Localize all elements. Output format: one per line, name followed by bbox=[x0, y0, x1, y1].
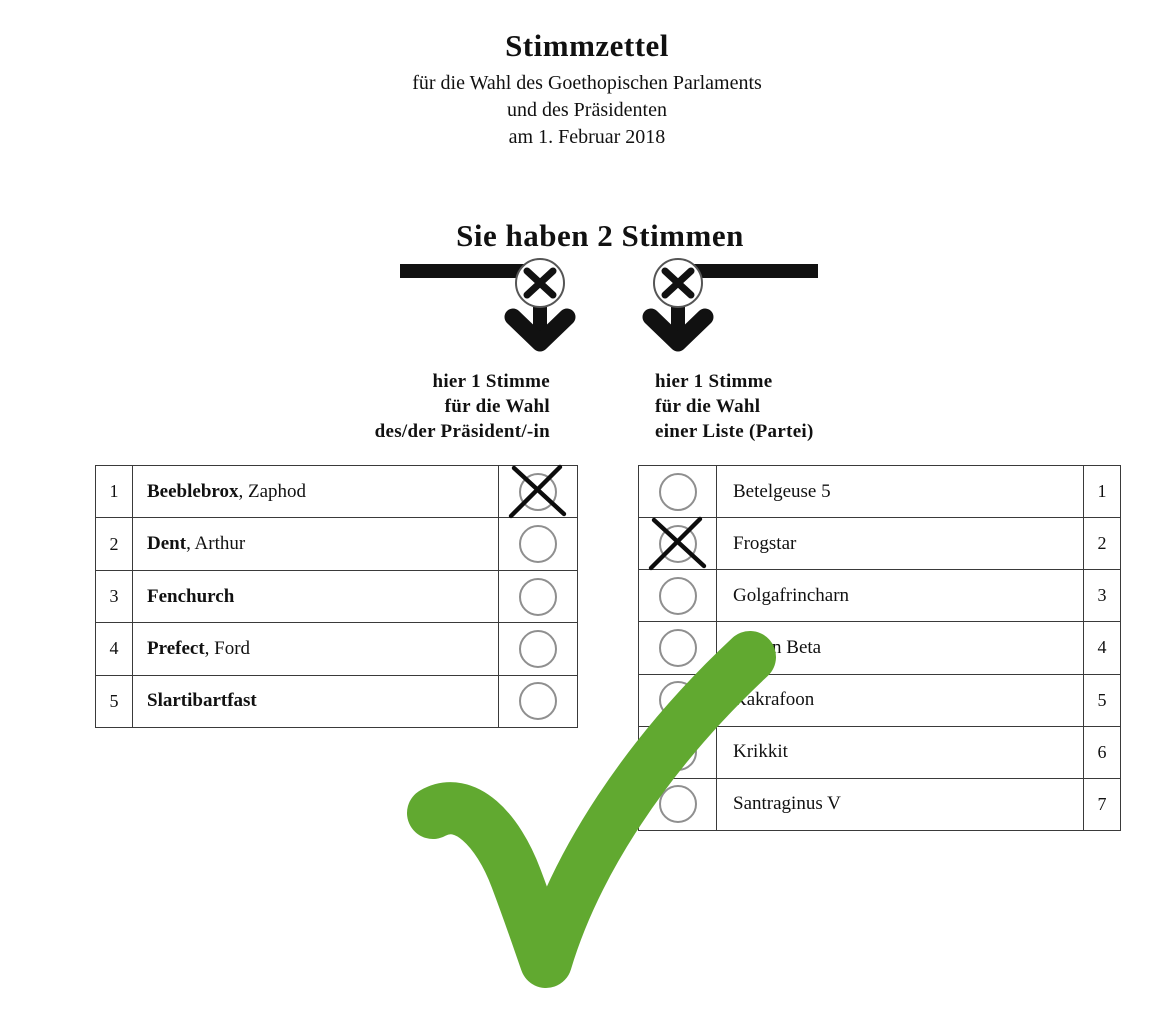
candidate-row bbox=[96, 571, 577, 623]
party-name: Golgafrincharn bbox=[733, 584, 850, 606]
candidate-name: Dent , Arthur bbox=[147, 533, 246, 555]
subtitle-line-3: am 1. Februar 2018 bbox=[508, 126, 666, 148]
party-row bbox=[639, 518, 1120, 570]
candidate-name: Fenchurch bbox=[147, 585, 235, 607]
vote-circle-cell[interactable] bbox=[639, 466, 717, 517]
party-header-line-3: einer Liste (Partei) bbox=[655, 421, 814, 442]
party-column-header bbox=[655, 369, 955, 444]
candidate-row bbox=[96, 518, 577, 570]
vote-circle[interactable] bbox=[519, 682, 557, 720]
instruction-decoration bbox=[392, 251, 832, 363]
candidate-row bbox=[96, 676, 577, 727]
subtitle-line-2: und des Präsidenten bbox=[507, 99, 667, 121]
party-number: 3 bbox=[1083, 570, 1120, 621]
party-name: Jaglan Beta bbox=[733, 636, 822, 658]
vote-circle-cell[interactable] bbox=[639, 622, 717, 673]
vote-circle-cell[interactable] bbox=[498, 571, 577, 622]
party-name: Santraginus V bbox=[733, 793, 841, 815]
vote-circle[interactable] bbox=[659, 681, 697, 719]
candidate-number: 5 bbox=[96, 676, 133, 727]
vote-circle-cell[interactable] bbox=[639, 779, 717, 830]
vote-circle-cell[interactable] bbox=[498, 518, 577, 569]
party-row bbox=[639, 570, 1120, 622]
party-number: 7 bbox=[1083, 779, 1120, 830]
party-number: 1 bbox=[1083, 466, 1120, 517]
vote-circle[interactable] bbox=[659, 629, 697, 667]
president-header-line-1: hier 1 Stimme bbox=[432, 371, 550, 392]
document-header bbox=[287, 28, 887, 151]
candidate-name: Slartibartfast bbox=[147, 690, 257, 712]
party-row bbox=[639, 779, 1120, 830]
president-column-header bbox=[250, 369, 550, 444]
party-row bbox=[639, 622, 1120, 674]
party-name: Frogstar bbox=[733, 532, 797, 554]
candidate-row bbox=[96, 466, 577, 518]
party-number: 2 bbox=[1083, 518, 1120, 569]
vote-circle[interactable] bbox=[519, 630, 557, 668]
page-title: Stimmzettel bbox=[505, 28, 669, 63]
vote-circle-cell[interactable] bbox=[498, 466, 577, 517]
vote-circle[interactable] bbox=[659, 525, 697, 563]
vote-circle-cell[interactable] bbox=[639, 727, 717, 778]
vote-circle[interactable] bbox=[659, 577, 697, 615]
vote-circle-cell[interactable] bbox=[639, 570, 717, 621]
party-number: 6 bbox=[1083, 727, 1120, 778]
vote-circle-cell[interactable] bbox=[498, 676, 577, 727]
candidate-number: 4 bbox=[96, 623, 133, 674]
vote-circle-cell[interactable] bbox=[639, 518, 717, 569]
candidate-number: 1 bbox=[96, 466, 133, 517]
party-header-line-2: für die Wahl bbox=[655, 396, 761, 417]
vote-circle[interactable] bbox=[659, 733, 697, 771]
party-number: 4 bbox=[1083, 622, 1120, 673]
vote-circle[interactable] bbox=[519, 525, 557, 563]
party-header-line-1: hier 1 Stimme bbox=[655, 371, 773, 392]
candidate-name: Prefect , Ford bbox=[147, 637, 251, 659]
president-header-line-2: für die Wahl bbox=[444, 396, 550, 417]
vote-circle[interactable] bbox=[659, 785, 697, 823]
president-header-line-3: des/der Präsident/-in bbox=[374, 421, 550, 442]
votes-instruction-heading: Sie haben 2 Stimmen bbox=[456, 218, 744, 253]
subtitle-line-1: für die Wahl des Goethopischen Parlaments bbox=[412, 72, 762, 94]
vote-circle-cell[interactable] bbox=[639, 675, 717, 726]
party-number: 5 bbox=[1083, 675, 1120, 726]
vote-circle-cell[interactable] bbox=[498, 623, 577, 674]
president-table bbox=[95, 465, 578, 728]
party-name: Kakrafoon bbox=[733, 689, 815, 711]
candidate-number: 2 bbox=[96, 518, 133, 569]
x-in-circle-icon bbox=[654, 259, 702, 307]
vote-circle[interactable] bbox=[659, 473, 697, 511]
x-in-circle-icon bbox=[516, 259, 564, 307]
party-name: Krikkit bbox=[733, 741, 788, 763]
party-table bbox=[638, 465, 1121, 831]
candidate-number: 3 bbox=[96, 571, 133, 622]
party-row bbox=[639, 675, 1120, 727]
vote-circle[interactable] bbox=[519, 578, 557, 616]
candidate-row bbox=[96, 623, 577, 675]
vote-circle[interactable] bbox=[519, 473, 557, 511]
party-row bbox=[639, 727, 1120, 779]
candidate-name: Beeblebrox , Zaphod bbox=[147, 480, 307, 502]
party-row bbox=[639, 466, 1120, 518]
party-name: Betelgeuse 5 bbox=[733, 480, 831, 502]
